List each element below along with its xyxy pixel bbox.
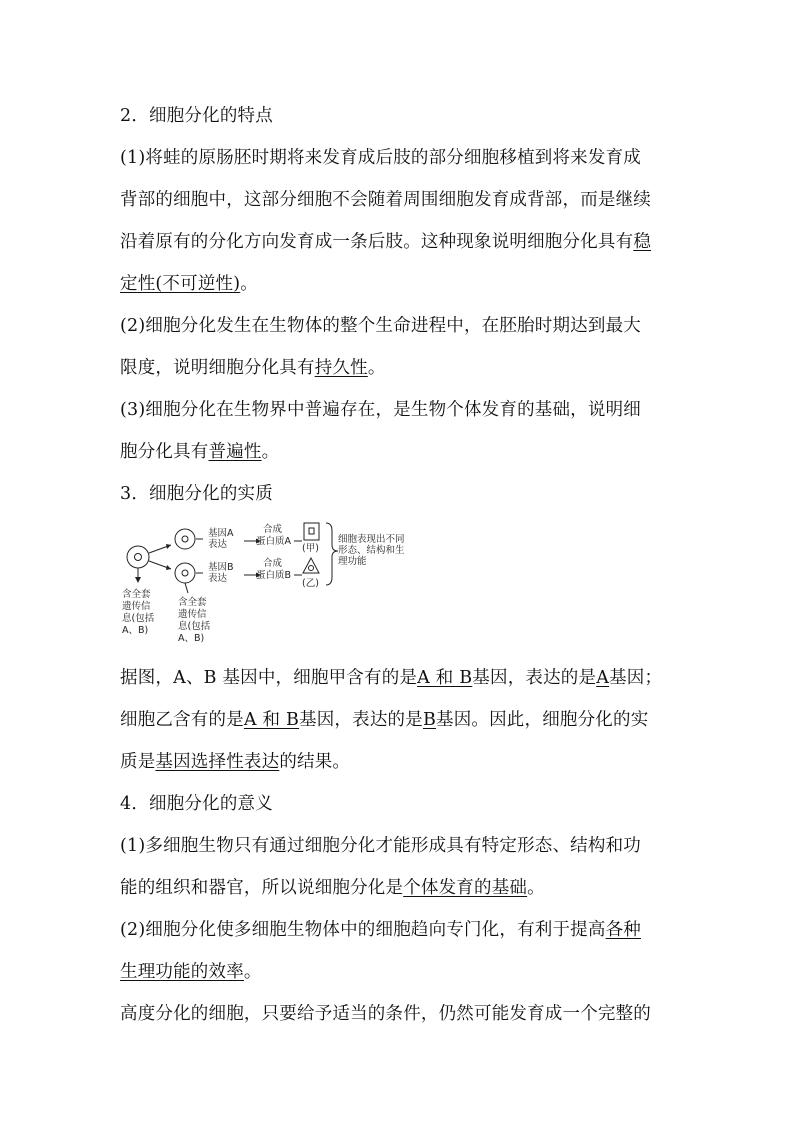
paragraph-line: (1)多细胞生物只有通过细胞分化才能形成具有特定形态、结构和功 (120, 836, 641, 856)
text-span: 的结果。 (279, 752, 351, 772)
result-label: 形态、结构和生 (338, 545, 405, 556)
text-span: 。 (240, 274, 258, 294)
paragraph-line (120, 708, 648, 732)
paragraph-line (120, 960, 262, 984)
text-span: 。 (367, 358, 386, 378)
underlined-answer: 生理功能的效率 (120, 962, 244, 982)
underlined-answer: A 和 B (243, 710, 300, 730)
cell-b-info-label: A、B) (178, 633, 205, 644)
underlined-answer: 持久性 (314, 358, 368, 378)
underlined-answer: 基因选择性表达 (155, 752, 280, 772)
paragraph-line (120, 918, 641, 942)
gene-a-label: 基因A (208, 528, 234, 539)
text-span: 限度，说明细胞分化具有 (120, 358, 315, 378)
gene-b-label: 基因B (208, 562, 234, 573)
paragraph-line: 背部的细胞中，这部分细胞不会随着周围细胞发育成背部，而是继续 (120, 190, 651, 210)
cell-jia-label: (甲) (302, 543, 319, 554)
cell-b-icon (175, 563, 195, 583)
original-cell-label: 含全套 (122, 589, 151, 600)
underlined-answer: 普遍性 (208, 442, 262, 462)
paragraph-line (120, 230, 651, 254)
text-span: 。 (261, 442, 280, 462)
protein-b-label: 蛋白质B (256, 570, 292, 581)
text-span: (2)细胞分化使多细胞生物体中的细胞趋向专门化，有利于提高 (120, 920, 606, 940)
underlined-answer: 个体发育的基础 (403, 878, 528, 898)
text-span: 胞分化具有 (120, 442, 209, 462)
text-span: 。 (243, 962, 262, 982)
underlined-answer: B (422, 710, 436, 730)
original-cell-label: 息(包括 (122, 613, 155, 624)
underlined-answer: 定性(不可逆性) (120, 274, 241, 294)
section-3-heading: 3．细胞分化的实质 (120, 484, 273, 504)
section-4-heading: 4．细胞分化的意义 (120, 794, 273, 814)
protein-a-label: 蛋白质A (256, 536, 291, 547)
cell-jia-icon (304, 523, 319, 540)
paragraph-line: (3)细胞分化在生物界中普遍存在，是生物个体发育的基础，说明细 (120, 400, 641, 420)
cell-a-icon (175, 529, 195, 549)
underlined-answer: 各种 (605, 920, 641, 940)
protein-b-label: 合成 (263, 558, 283, 569)
cell-differentiation-diagram (118, 515, 448, 650)
text-span: 质是 (120, 752, 156, 772)
paragraph-line (120, 356, 386, 380)
section-2-heading: 2．细胞分化的特点 (120, 106, 273, 126)
paragraph-line (120, 666, 662, 690)
result-label: 细胞表现出不同 (338, 534, 405, 545)
cell-b-info-label: 含全套 (178, 597, 207, 608)
text-span: 基因。因此，细胞分化的实 (436, 710, 649, 730)
paragraph-line: (1)将蛙的原肠胚时期将来发育成后肢的部分细胞移植到将来发育成 (120, 148, 641, 168)
cell-yi-label: (乙) (302, 578, 319, 589)
text-span: 沿着原有的分化方向发育成一条后肢。这种现象说明细胞分化具有 (120, 232, 634, 252)
gene-a-label: 表达 (208, 539, 228, 550)
text-span: 。 (527, 878, 545, 898)
paragraph-line (120, 876, 545, 900)
protein-a-label: 合成 (263, 524, 283, 535)
underlined-answer: A (596, 668, 610, 688)
paragraph-line: 高度分化的细胞，只要给予适当的条件，仍然可能发育成一个完整的 (120, 1004, 651, 1024)
gene-b-label: 表达 (208, 573, 228, 584)
text-span: 能的组织和器官，所以说细胞分化是 (120, 878, 404, 898)
result-label: 理功能 (338, 556, 367, 567)
text-span: 据图，A、B 基因中，细胞甲含有的是 (120, 668, 418, 688)
paragraph-line (120, 440, 279, 464)
text-span: 基因； (609, 668, 663, 688)
underlined-answer: 稳 (633, 232, 652, 252)
original-cell-label: A、B) (122, 625, 149, 636)
underlined-answer: A 和 B (417, 668, 473, 688)
text-span: 细胞乙含有的是 (120, 710, 244, 730)
paragraph-line (120, 272, 258, 296)
original-cell-icon (127, 546, 149, 568)
original-cell-label: 遗传信 (122, 601, 151, 612)
text-span: 基因，表达的是 (299, 710, 423, 730)
text-span: 基因，表达的是 (472, 668, 597, 688)
cell-b-info-label: 遗传信 (178, 609, 207, 620)
cell-b-info-label: 息(包括 (178, 621, 211, 632)
paragraph-line: (2)细胞分化发生在生物体的整个生命进程中，在胚胎时期达到最大 (120, 316, 641, 336)
grouping-brace (326, 523, 338, 585)
paragraph-line (120, 750, 350, 774)
